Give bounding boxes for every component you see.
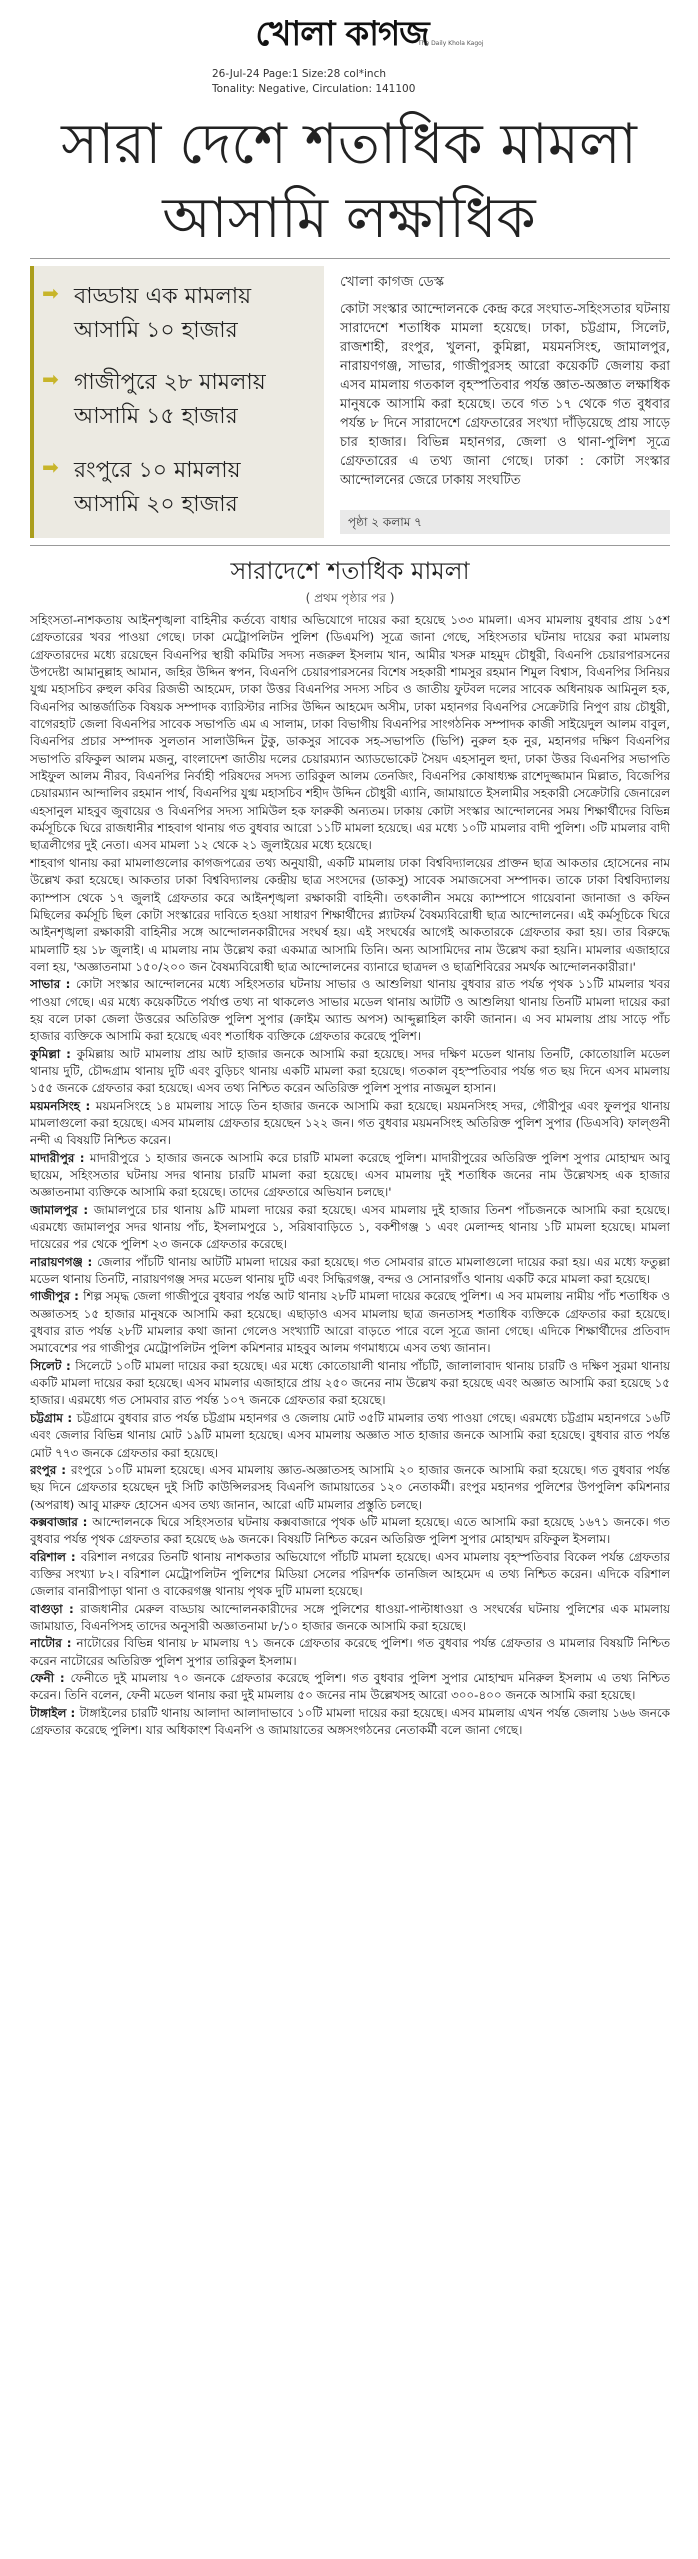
paragraph-text: জামালপুরে চার থানায় ৯টি মামলা দায়ের করা হয়েছে। এসব মামলায় দুই হাজার তিনশ পাঁচজনকে আসামি করা হয়েছে। এরমধ্যে জামালপুর সদর থানায় পাঁচ, ইসলামপুরে ১, সরিষাবাড়িতে ১, বকশীগঞ্জ ১ এবং মেলান্দহ থানায় ১টি মামলা হয়েছে। মামলা দায়েরের পর থেকে পুলিশ ২৩ জনকে গ্রেফতার করেছে। xyxy=(30,1202,670,1252)
highlight-text xyxy=(74,280,251,348)
paragraph-dateline: কক্সবাজার : xyxy=(30,1514,93,1529)
paragraph-text: কুমিল্লায় আট মামলায় প্রায় আট হাজার জনকে আসামি করা হয়েছে। সদর দক্ষিণ মডেল থানায় তিনটি, কোতোয়ালি মডেল থানায় দুটি, চৌদ্দগ্রাম থানায় দুটি এবং বুড়িচং থানায় একটি মামলা করা হয়েছে। গতকাল বৃহস্পতিবার পর্যন্ত গত ছয় দিনে এসব মামলায় ১৫৫ জনকে গ্রেফতার করা হয়েছে। এসব তথ্য নিশ্চিত করেন অতিরিক্ত পুলিশ সুপার নাজমুল হাসান। xyxy=(30,1046,670,1096)
article-paragraph xyxy=(30,1514,670,1549)
paragraph-text: বরিশাল নগরের তিনটি থানায় নাশকতার অভিযোগে পাঁচটি মামলা হয়েছে। এসব মামলায় বৃহস্পতিবার বিকেল পর্যন্ত গ্রেফতার ব্যক্তির সংখ্যা ৮২। বরিশাল মেট্রোপলিটন পুলিশের মিডিয়া সেলের পরিদর্শক তানজিল আহমেদ এ তথ্য নিশ্চিত করেন। এদিকে বরিশাল জেলার বানারীপাড়া থানা ও বাকেরগঞ্জ থানায় পৃথক দুটি মামলা হয়েছে। xyxy=(30,1549,670,1599)
article-paragraph xyxy=(30,1601,670,1636)
highlight-text xyxy=(74,366,266,434)
article-paragraph xyxy=(30,855,670,976)
highlights-box xyxy=(30,266,324,538)
article-paragraph xyxy=(30,1358,670,1410)
article-paragraph xyxy=(30,1705,670,1740)
article-paragraph xyxy=(30,976,670,1045)
page-headline xyxy=(0,108,698,256)
paragraph-dateline: বরিশাল : xyxy=(30,1549,81,1564)
article-paragraph xyxy=(30,1549,670,1601)
highlight-line: রংপুরে ১০ মামলায় xyxy=(74,458,241,483)
intro-paragraph: কোটা সংস্কার আন্দোলনকে কেন্দ্র করে সংঘাত-সহিংসতার ঘটনায় সারাদেশে শতাধিক মামলা হয়েছে। ঢাকা, চট্টগ্রাম, সিলেট, রাজশাহী, রংপুর, খুলনা, কুমিল্লা, ময়মনসিংহ, জামালপুর, নারায়ণগঞ্জ, সাভার, গাজীপুরসহ আরো কয়েকটি জেলায় করা এসব মামলায় গতকাল বৃহস্পতিবার পর্যন্ত জ্ঞাত-অজ্ঞাত লক্ষাধিক মানুষকে আসামি করা হয়েছে। তবে গত ১৭ থেকে গত বুধবার পর্যন্ত ৮ দিনে সারাদেশে গ্রেফতারের সংখ্যা দাঁড়িয়েছে প্রায় সাড়ে চার হাজার। বিভিন্ন মহানগর, জেলা ও থানা-পুলিশ সূত্রে গ্রেফতারের এ তথ্য জানা গেছে। xyxy=(340,302,670,469)
paragraph-dateline: সাভার : xyxy=(30,977,76,992)
article-paragraph xyxy=(30,1462,670,1514)
highlight-line: গাজীপুরে ২৮ মামলায় xyxy=(74,370,266,395)
article-paragraph xyxy=(30,1410,670,1462)
article-paragraph xyxy=(30,1288,670,1357)
headline-line1: সারা দেশে শতাধিক মামলা xyxy=(61,112,637,177)
paragraph-dateline: নারায়ণগঞ্জ : xyxy=(30,1254,98,1269)
paragraph-text: চট্টগ্রামে বুধবার রাত পর্যন্ত চট্টগ্রাম মহানগর ও জেলায় মোট ৩৫টি মামলার তথ্য পাওয়া গেছে। এরমধ্যে চট্টগ্রাম মহানগরে ১৬টি এবং জেলার বিভিন্ন থানায় মোট ১৯টি মামলা হয়েছে। এসব মামলায় অজ্ঞাত সাত হাজার জনকে আসামি করা হয়েছে। বুধবার রাত পর্যন্ত মোট ৭৭৩ জনকে গ্রেফতার করা হয়েছে। xyxy=(30,1410,670,1460)
highlight-line: আসামি ১৫ হাজার xyxy=(74,404,238,429)
article-paragraph xyxy=(30,612,670,855)
clip-meta-line1: 26-Jul-24 Page:1 Size:28 col*inch xyxy=(212,68,387,80)
highlight-line: আসামি ২০ হাজার xyxy=(74,492,238,517)
arrow-right-icon: ➡ xyxy=(42,367,59,391)
intro-tail: ঢাকা : কোটা সংস্কার আন্দোলনের জেরে ঢাকায় সংঘটিত xyxy=(340,454,670,488)
arrow-right-icon: ➡ xyxy=(42,455,59,479)
newspaper-logo: খোলা কাগজ xyxy=(255,13,429,54)
highlight-line: বাড্ডায় এক মামলায় xyxy=(74,284,252,309)
clip-meta-line2: Tonality: Negative, Circulation: 141100 xyxy=(212,83,416,95)
paragraph-text: সিলেটে ১০টি মামলা দায়ের করা হয়েছে। এর মধ্যে কোতোয়ালী থানায় পাঁচটি, জালালাবাদ থানায় চারটি ও দক্ষিণ সুরমা থানায় একটি মামলা দায়ের করা হয়েছে। এসব মামলার এজাহারে প্রায় ২৫০ জনের নাম উল্লেখ করা হয়েছে এবং অজ্ঞাত আসামি করা হয়েছে ১৫ হাজার। এরমধ্যে গত সোমবার রাত পর্যন্ত ১০৭ জনকে গ্রেফতার করা হয়েছে। xyxy=(30,1358,670,1408)
article-paragraph xyxy=(30,1150,670,1202)
article-paragraph xyxy=(30,1254,670,1289)
paragraph-dateline: কুমিল্লা : xyxy=(30,1046,77,1061)
paragraph-text: নাটোরের বিভিন্ন থানায় ৮ মামলায় ৭১ জনকে গ্রেফতার করেছে পুলিশ। গত বুধবার পর্যন্ত গ্রেফতার ও মামলার বিষয়টি নিশ্চিত করেন নাটোরের অতিরিক্ত পুলিশ সুপার তারিকুল ইসলাম। xyxy=(30,1636,670,1668)
paragraph-text: কোটা সংস্কার আন্দোলনের মধ্যে সহিংসতার ঘটনায় সাভার ও আশুলিয়া থানায় বুধবার রাত পর্যন্ত পৃথক ১১টি মামলার খবর পাওয়া গেছে। এর মধ্যে কয়েকটিতে পর্যাপ্ত তথ্য না থাকলেও সাভার মডেল থানায় আটটি ও আশুলিয়া থানায় তিনটি মামলা দায়ের করা হয় বলে ঢাকা জেলা উত্তরের অতিরিক্ত পুলিশ সুপার (ক্রাইম অ্যান্ড অপস) আব্দুল্লাহিল কাফী জানান। এ সব মামলায় প্রায় সাড়ে পাঁচ হাজার ব্যক্তিকে আসামি করা হয়েছে এবং শতাধিক ব্যক্তিকে গ্রেফতার করেছে পুলিশ। xyxy=(30,977,670,1044)
article-paragraph xyxy=(30,1670,670,1705)
paragraph-text: টাঙ্গাইলের চারটি থানায় আলাদা আলাদাভাবে ১০টি মামলা দায়ের করা হয়েছে। এসব মামলায় এখন পর্যন্ত জেলায় ১৬৬ জনকে গ্রেফতার করেছে পুলিশ। যার অধিকাংশ বিএনপি ও জামায়াতের অঙ্গসংগঠনের নেতাকর্মী বলে জানা গেছে। xyxy=(30,1705,670,1737)
paragraph-text: রংপুরে ১০টি মামলা হয়েছে। এসব মামলায় জ্ঞাত-অজ্ঞাতসহ আসামি ২০ হাজার জনকে আসামি করা হয়েছে। গত বুধবার পর্যন্ত ছয় দিনে গ্রেফতার হয়েছেন দুই সিটি কাউন্সিলরসহ বিএনপি জামায়াতের ১২০ নেতাকর্মী। রংপুর মহানগর পুলিশের উপপুলিশ কমিশনার (অপরাধ) আবু মারুফ হোসেন এসব তথ্য জানান, আরো এটি মামলার প্রস্তুতি চলছে। xyxy=(30,1462,670,1512)
page-reference: পৃষ্ঠা ২ কলাম ৭ xyxy=(340,510,670,534)
highlight-line: আসামি ১০ হাজার xyxy=(74,318,238,343)
logo-tagline: The Daily Khola Kagoj xyxy=(418,40,484,47)
paragraph-dateline: সিলেট : xyxy=(30,1358,76,1373)
paragraph-dateline: টাঙ্গাইল : xyxy=(30,1705,80,1720)
divider xyxy=(30,545,670,546)
paragraph-dateline: নাটোর : xyxy=(30,1636,77,1651)
paragraph-text: ফেনীতে দুই মামলায় ৭০ জনকে গ্রেফতার করেছে পুলিশ। গত বুধবার পুলিশ সুপার মোহাম্মদ মনিরুল ইসলাম এ তথ্য নিশ্চিত করেন। তিনি বলেন, ফেনী মডেল থানায় করা দুই মামলায় ৫০ জনের নাম উল্লেখসহ আরো ৩০০-৪০০ জনকে আসামি করা হয়েছে। xyxy=(30,1670,670,1703)
paragraph-text: শিল্প সমৃদ্ধ জেলা গাজীপুরে বুধবার পর্যন্ত আট থানায় ২৮টি মামলা দায়ের করেছে পুলিশ। এ সব মামলায় নামীয় পাঁচ শতাধিক ও অজ্ঞাতসহ ১৫ হাজার মানুষকে আসামি করা হয়েছে। এছাড়াও এসব মামলায় ছাত্র জনতাসহ শতাধিক ব্যক্তিকে গ্রেফতার করা হয়েছে। বুধবার রাত পর্যন্ত ২৮টি মামলার কথা জানা গেলেও সংখ্যাটি আরো বাড়তে পারে বলে সূত্রে জানা গেছে। এদিকে শিক্ষার্থীদের প্রতিবাদ সমাবেশের পর গাজীপুর মেট্রোপলিটন পুলিশ কমিশনার মাহবুব আলম গণমাধ্যমে এসব তথ্য জানান। xyxy=(30,1289,670,1356)
intro-text xyxy=(340,300,670,490)
continuation-subtitle: ( প্রথম পৃষ্ঠার পর ) xyxy=(305,591,395,605)
article-paragraph xyxy=(30,1098,670,1150)
highlight-text xyxy=(74,454,241,522)
paragraph-dateline: ফেনী : xyxy=(30,1670,71,1685)
paragraph-dateline: ময়মনসিংহ : xyxy=(30,1098,96,1113)
paragraph-dateline: মাদারীপুর : xyxy=(30,1150,90,1165)
paragraph-text: রাজধানীর মেরুল বাড্ডায় আন্দোলনকারীদের সঙ্গে পুলিশের ধাওয়া-পাল্টাধাওয়া ও সংঘর্ষের ঘটনায় পুলিশের এক মামলায় জামায়াত, বিএনপিসহ তাদের অনুসারী অজ্ঞাতনামা ৮/১০ হাজার জনকে আসামি করা হয়েছে। xyxy=(30,1601,670,1633)
masthead xyxy=(0,0,698,110)
paragraph-dateline: রংপুর : xyxy=(30,1462,72,1477)
paragraph-text: সহিংসতা-নাশকতায় আইনশৃঙ্খলা বাহিনীর কর্তব্যে বাধার অভিযোগে দায়ের করা হয়েছে ১৩৩ মামলা। এসব মামলায় বুধবার প্রায় ১৫শ গ্রেফতারের খবর পাওয়া গেছে। ঢাকা মেট্রোপলিটন পুলিশ (ডিএমপি) সূত্রে জানা গেছে, সহিংসতার ঘটনায় দায়ের করা মামলায় গ্রেফতারদের মধ্যে রয়েছেন বিএনপির স্থায়ী কমিটির সদস্য নজরুল ইসলাম খান, আমীর খসরু মাহমুদ চৌধুরী, বিএনপি চেয়ারপারসনের উপদেষ্টা আমানুল্লাহ আমান, জহির উদ্দিন স্বপন, বিএনপি চেয়ারপারসনের বিশেষ সহকারী শামসুর রহমান শিমুল বিশ্বাস, বিএনপির সিনিয়র যুগ্ম মহাসচিব রুহুল কবির রিজভী আহমেদ, ঢাকা উত্তর বিএনপির সদস্য সচিব ও জাতীয় ফুটবল দলের সাবেক অধিনায়ক আমিনুল হক, বিএনপির আন্তর্জাতিক বিষয়ক সম্পাদক ব্যারিস্টার নাসির উদ্দিন আহমেদ অসীম, ঢাকা মহানগর বিএনপির সেক্রেটারি নিপুণ রায় চৌধুরী, বাগেরহাট জেলা বিএনপির সাবেক সভাপতি এম এ সালাম, ঢাকা বিভাগীয় বিএনপির সাংগঠনিক সম্পাদক কাজী সাইয়েদুল আলম বাবুল, বিএনপির প্রচার সম্পাদক সুলতান সালাউদ্দিন টুকু, ডাকসুর সাবেক সহ-সভাপতি (ভিপি) নুরুল হক নুর, মহানগর দক্ষিণ বিএনপির সভাপতি রফিকুল আলম মজনু, বাংলাদেশ জাতীয় দলের চেয়ারম্যান অ্যাডভোকেট সৈয়দ এহসানুল হুদা, ঢাকা উত্তর বিএনপির সভাপতি সাইফুল আলম নীরব, বিএনপির নির্বাহী পরিষদের সদস্য তারিকুল আলম তেনজিং, বিএনপির কোষাধ্যক্ষ রাশেদুজ্জামান মিল্লাত, বিজেপির চেয়ারম্যান আন্দালিব রহমান পার্থ, বিএনপির যুগ্ম মহাসচিব শহীদ উদ্দিন চৌধুরী এ্যানি, জামায়াতে ইসলামীর সহকারী সেক্রেটারি জেনারেল এহসানুল মাহবুব জুবায়ের ও বিএনপির সদস্য সামিউল হক ফারুকী অন্যতম। ঢাকায় কোটা সংস্কার আন্দোলনের সময় শিক্ষার্থীদের বিভিন্ন কর্মসূচিকে ঘিরে রাজধানীর শাহবাগ থানায় গত বুধবার আরো ১১টি মামলা হয়েছে। এর মধ্যে ১০টি মামলার বাদী পুলিশ। ৩টি মামলার বাদী ছাত্রলীগের দুই নেতা। এসব মামলা ১২ থেকে ২১ জুলাইয়ের মধ্যে হয়েছে। xyxy=(30,613,670,853)
paragraph-text: জেলার পাঁচটি থানায় আটটি মামলা দায়ের করা হয়েছে। গত সোমবার রাতে মামলাগুলো দায়ের করা হয়। এর মধ্যে ফতুল্লা মডেল থানায় তিনটি, নারায়ণগঞ্জ সদর মডেল থানায় দুটি এবং সিদ্ধিরগঞ্জ, বন্দর ও সোনারগাঁও থানায় একটি করে মামলা করা হয়েছে। xyxy=(30,1254,670,1287)
paragraph-text: আন্দোলনকে ঘিরে সহিংসতার ঘটনায় কক্সবাজারে পৃথক ৬টি মামলা হয়েছে। এতে আসামি করা হয়েছে ১৬৭১ জনকে। গত বুধবার পর্যন্ত পৃথক গ্রেফতার করা হয়েছে ৬৯ জনকে। বিষয়টি নিশ্চিত করেন অতিরিক্ত পুলিশ সুপার মোহাম্মদ রফিকুল ইসলাম। xyxy=(30,1514,670,1547)
desk-byline: খোলা কাগজ ডেস্ক xyxy=(340,274,444,290)
paragraph-dateline: জামালপুর : xyxy=(30,1202,94,1217)
article-paragraph xyxy=(30,1202,670,1254)
article-paragraph xyxy=(30,1046,670,1098)
continuation-title: সারাদেশে শতাধিক মামলা xyxy=(230,557,470,585)
article-paragraph xyxy=(30,1635,670,1670)
headline-line2: আসামি লক্ষাধিক xyxy=(162,186,536,251)
paragraph-dateline: গাজীপুর : xyxy=(30,1289,84,1304)
paragraph-text: শাহবাগ থানায় করা মামলাগুলোর কাগজপত্রের তথ্য অনুযায়ী, একটি মামলায় ঢাকা বিশ্ববিদ্যালয়ের প্রাক্তন ছাত্র আকতার হোসেনের নাম উল্লেখ করা হয়েছে। আকতার ঢাকা বিশ্ববিদ্যালয় কেন্দ্রীয় ছাত্র সংসদের (ডাকসু) সাবেক সমাজসেবা সম্পাদক। তাকে ঢাকা বিশ্ববিদ্যালয় ক্যাম্পাস থেকে ১৭ জুলাই গ্রেফতার করে আইনশৃঙ্খলা রক্ষাকারী বাহিনী। তৎকালীন সময়ে ক্যাম্পাসে গায়েবানা জানাজা ও কফিন মিছিলের কর্মসূচি ছিল কোটা সংস্কারের দাবিতে হওয়া সাধারণ শিক্ষার্থীদের প্ল্যাটফর্ম বৈষম্যবিরোধী ছাত্র আন্দোলনের। এই কর্মসূচিকে ঘিরে আইনশৃঙ্খলা রক্ষাকারী বাহিনীর সঙ্গে আন্দোলনকারীদের সংঘর্ষ হয়। এই সংঘর্ষের আগেই আকতারকে গ্রেফতার করা হয়। তার বিরুদ্ধে মামলাটি হয় ১৮ জুলাই। এ মামলায় নাম উল্লেখ করা একমাত্র আসামি তিনি। অন্য আসামিদের নাম উল্লেখ করা হয়নি। মামলার এজাহারে বলা হয়, 'অজ্ঞাতনামা ১৫০/২০০ জন বৈষম্যবিরোধী ছাত্র আন্দোলনের ব্যানারে ছাত্রদল ও ছাত্রশিবিরের সমর্থক আন্দোলনকারীরা।' xyxy=(30,855,670,974)
divider xyxy=(30,258,670,259)
paragraph-dateline: চট্টগ্রাম : xyxy=(30,1410,77,1425)
paragraph-text: মাদারীপুরে ১ হাজার জনকে আসামি করে চারটি মামলা করেছে পুলিশ। মাদারীপুরের অতিরিক্ত পুলিশ সুপার মোহাম্মদ আবু ছায়েম, সহিংসতার ঘটনায় সদর থানায় চারটি মামলা করা হয়েছে। এসব মামলায় দুই শতাধিক জনের নাম উল্লেখসহ এক হাজার অজ্ঞাতনামা ব্যক্তিকে আসামি করা হয়েছে। তাদের গ্রেফতারে অভিযান চলছে।' xyxy=(30,1150,670,1200)
arrow-right-icon: ➡ xyxy=(42,281,59,305)
paragraph-text: ময়মনসিংহে ১৪ মামলায় সাড়ে তিন হাজার জনকে আসামি করা হয়েছে। ময়মনসিংহ সদর, গৌরীপুর এবং ফুলপুর থানায় মামলাগুলো করা হয়েছে। এসব মামলায় গ্রেফতার হয়েছেন ১২২ জন। গত বুধবার ময়মনসিংহ অতিরিক্ত পুলিশ সুপার (ডিএসবি) ফাল্গুনী নন্দী এ বিষয়টি নিশ্চিত করেন। xyxy=(30,1098,670,1148)
paragraph-dateline: বাগুড়া : xyxy=(30,1601,81,1616)
article-body xyxy=(30,612,670,2547)
